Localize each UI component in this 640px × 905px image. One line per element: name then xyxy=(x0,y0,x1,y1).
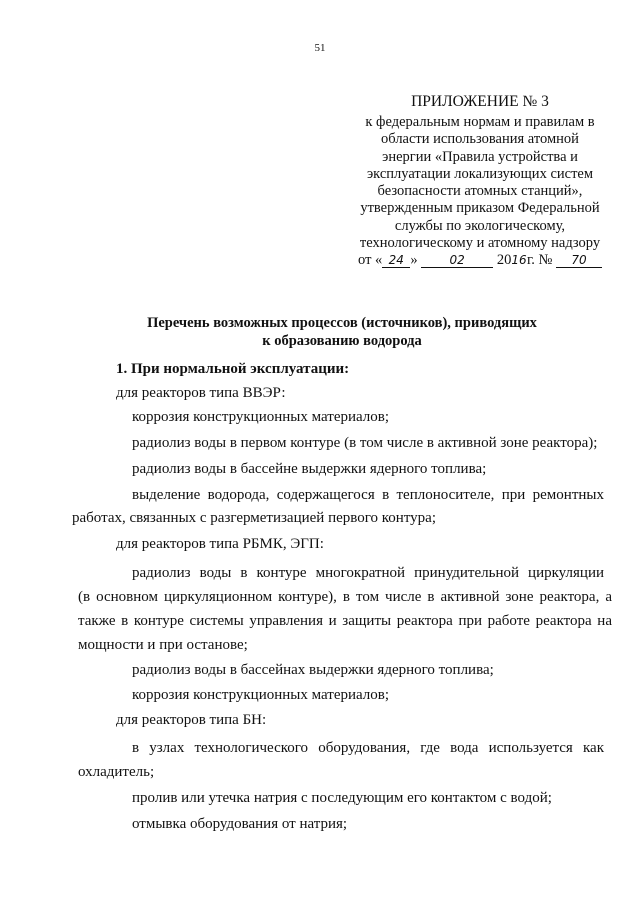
section-heading: 1. При нормальной эксплуатации: xyxy=(116,361,350,377)
appendix-line: утвержденным приказом Федеральной xyxy=(360,200,600,217)
list-item-continuation: также в контуре системы управления и защиты реактора при работе реактора на xyxy=(78,613,612,629)
handwritten-day: 24 xyxy=(382,253,410,268)
document-title-line: к образованию водорода xyxy=(262,332,422,349)
document-title-line: Перечень возможных процессов (источников), приводящих xyxy=(147,315,537,331)
handwritten-month: 02 xyxy=(421,253,493,268)
year-suffix: г. № xyxy=(523,252,553,269)
appendix-block xyxy=(335,92,625,270)
list-item: в узлах технологического оборудования, где вода используется как xyxy=(132,740,604,756)
order-date-number-line xyxy=(335,252,625,269)
appendix-line: области использования атомной xyxy=(381,131,579,148)
list-item: радиолиз воды в бассейне выдержки ядерного топлива; xyxy=(132,461,487,477)
reactor-type-label: для реакторов типа РБМК, ЭГП: xyxy=(116,536,324,552)
page-number: 51 xyxy=(314,42,326,54)
reactor-type-label: для реакторов типа ВВЭР: xyxy=(116,385,286,401)
handwritten-order-number: 70 xyxy=(556,253,602,268)
appendix-line: технологическому и атомному надзору xyxy=(359,235,601,252)
list-item-continuation: охладитель; xyxy=(78,764,155,780)
appendix-line: эксплуатации локализующих систем xyxy=(366,165,594,182)
list-item-continuation: (в основном циркуляционном контуре), в том числе в активной зоне реактора, а xyxy=(78,589,612,605)
list-item: коррозия конструкционных материалов; xyxy=(132,687,390,703)
appendix-title: ПРИЛОЖЕНИЕ № 3 xyxy=(411,93,549,110)
appendix-line: энергии «Правила устройства и xyxy=(382,148,578,165)
handwritten-year: 16 xyxy=(511,253,527,268)
date-prefix: от « xyxy=(358,252,383,269)
list-item: пролив или утечка натрия с последующим его контактом с водой; xyxy=(132,790,552,806)
appendix-line: службы по экологическому, xyxy=(394,217,566,234)
list-item: отмывка оборудования от натрия; xyxy=(132,816,348,832)
document-title xyxy=(70,315,614,350)
appendix-line: к федеральным нормам и правилам в xyxy=(365,114,595,130)
list-item: радиолиз воды в бассейнах выдержки ядерного топлива; xyxy=(132,662,494,678)
list-item: радиолиз воды в первом контуре (в том числе в активной зоне реактора); xyxy=(132,435,598,451)
list-item: радиолиз воды в контуре многократной принудительной циркуляции xyxy=(132,565,604,581)
year-prefix: 20 xyxy=(496,252,512,269)
list-item-continuation: мощности и при останове; xyxy=(78,637,248,653)
date-mid: » xyxy=(410,252,418,269)
section-body xyxy=(72,383,612,883)
list-item: коррозия конструкционных материалов; xyxy=(132,409,390,425)
list-item: выделение водорода, содержащегося в теплоносителе, при ремонтных xyxy=(132,487,604,503)
appendix-line: безопасности атомных станций», xyxy=(377,183,583,200)
reactor-type-label: для реакторов типа БН: xyxy=(116,712,267,728)
list-item-continuation: работах, связанных с разгерметизацией первого контура; xyxy=(72,510,437,526)
